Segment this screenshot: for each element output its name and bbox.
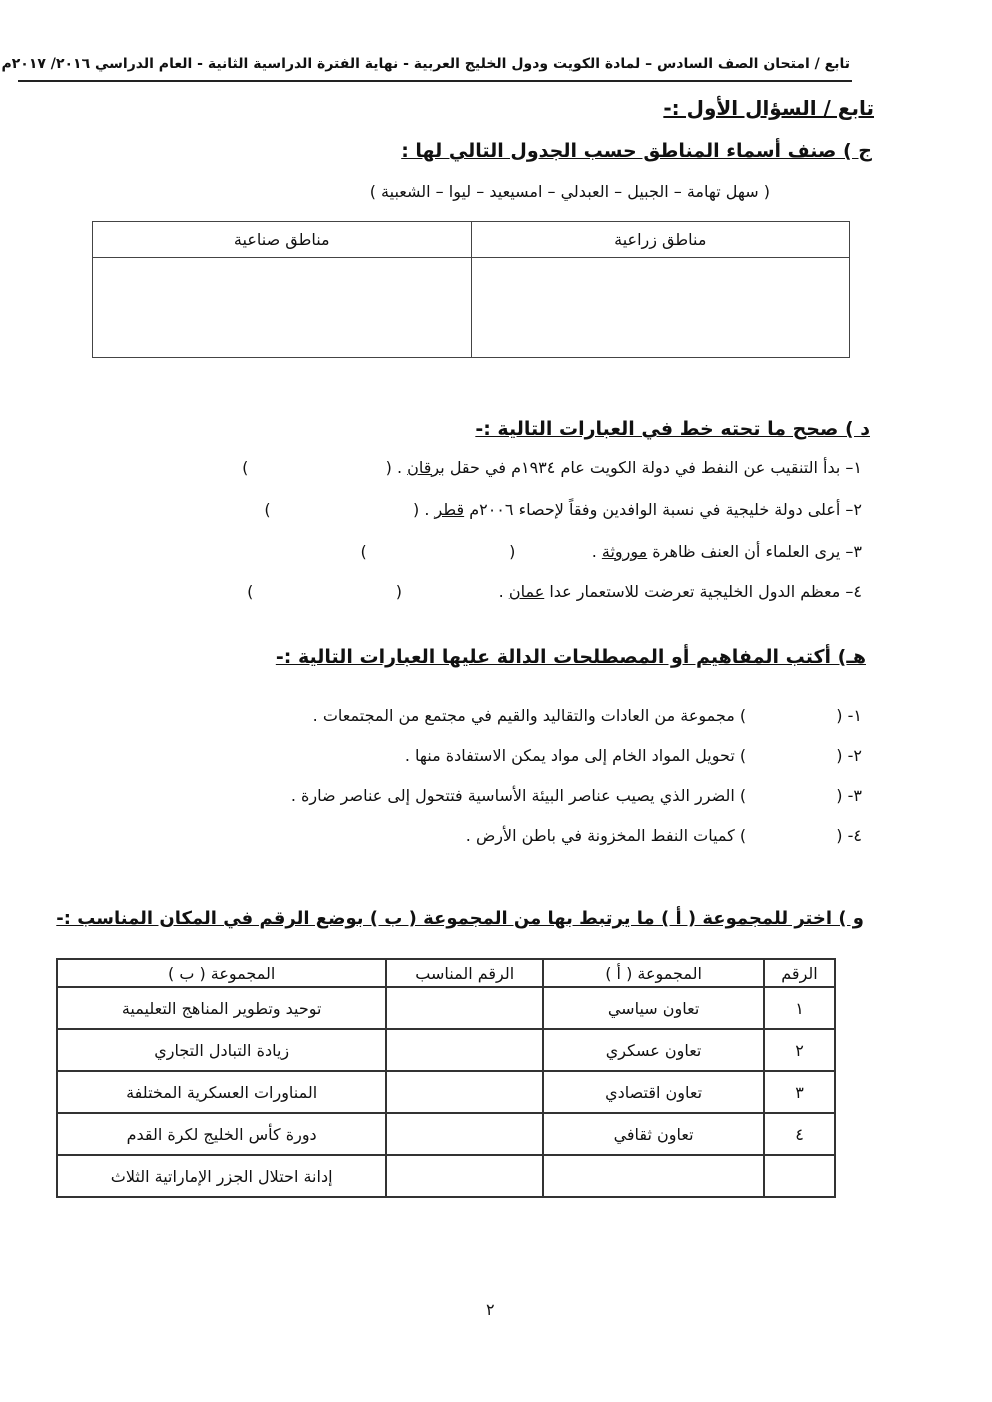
answer-blank[interactable]: . ( )	[264, 500, 430, 519]
section-d-heading: د ) صحح ما تحته خط في العبارات التالية :-	[475, 418, 870, 440]
underlined-term: موروثة	[601, 542, 648, 561]
col-answer-header: الرقم المناسب	[386, 959, 543, 987]
answer-blank[interactable]: . ( )	[360, 542, 597, 561]
answer-cell[interactable]	[386, 1071, 543, 1113]
section-c-word-bank: ( سهل تهامة – الجبيل – العبدلي – امسيعيد – ليوا – الشعبية )	[369, 182, 770, 201]
table-row: ١ تعاون سياسي توحيد وتطوير المناهج التعليمية	[57, 987, 835, 1029]
section-f-heading: و ) اختر للمجموعة ( أ ) ما يرتبط بها من المجموعة ( ب ) بوضع الرقم في المكان المناسب :-	[56, 908, 864, 929]
term-item-3: ٣- ( ) الضرر الذي يصيب عناصر البيئة الأساسية فتتحول إلى عناصر ضارة .	[290, 786, 862, 805]
underlined-term: قطر	[434, 500, 465, 519]
correction-item-2: ٢– أعلى دولة خليجية في نسبة الوافدين وفقاً لإحصاء ٢٠٠٦م قطر . ( )	[264, 500, 862, 519]
header-divider	[18, 80, 852, 82]
underlined-term: برقان	[407, 458, 445, 477]
col-group-b-header: المجموعة ( ب )	[57, 959, 386, 987]
correction-item-3: ٣– يرى العلماء أن العنف ظاهرة موروثة . ( )	[360, 542, 862, 561]
table-row: ٤ تعاون ثقافي دورة كأس الخليج لكرة القدم	[57, 1113, 835, 1155]
table-row: إدانة احتلال الجزر الإماراتية الثلاث	[57, 1155, 835, 1197]
correction-item-4: ٤– معظم الدول الخليجية تعرضت للاستعمار عدا عمان . ( )	[247, 582, 862, 601]
agricultural-answer-cell[interactable]	[471, 258, 849, 358]
industrial-answer-cell[interactable]	[93, 258, 472, 358]
answer-cell[interactable]	[386, 987, 543, 1029]
col-group-a-header: المجموعة ( أ )	[543, 959, 764, 987]
classification-table	[92, 221, 850, 358]
answer-cell[interactable]	[386, 1113, 543, 1155]
section-c-heading: ج ) صنف أسماء المناطق حسب الجدول التالي لها :	[401, 140, 872, 162]
answer-cell[interactable]	[386, 1155, 543, 1197]
page-number: ٢	[486, 1300, 495, 1319]
exam-header: تابع / امتحان الصف السادس – لمادة الكويت ودول الخليج العربية - نهاية الفترة الدراسية الثانية - العام الدراسي ٢٠١٦/ ٢٠١٧م	[1, 56, 850, 72]
section-e-heading: هـ) أكتب المفاهيم أو المصطلحات الدالة عليها العبارات التالية :-	[275, 646, 866, 668]
matching-table	[56, 958, 836, 1198]
table-row: ٢ تعاون عسكري زيادة التبادل التجاري	[57, 1029, 835, 1071]
table-row: ٣ تعاون اقتصادي المناورات العسكرية المختلفة	[57, 1071, 835, 1113]
answer-cell[interactable]	[386, 1029, 543, 1071]
answer-blank[interactable]: . ( )	[242, 458, 403, 477]
col-agricultural-header: مناطق زراعية	[471, 222, 849, 258]
question-title: تابع / السؤال الأول :-	[663, 96, 874, 120]
term-item-2: ٢- ( ) تحويل المواد الخام إلى مواد يمكن الاستفادة منها .	[404, 746, 862, 765]
correction-item-1: ١– بدأ التنقيب عن النفط في دولة الكويت عام ١٩٣٤م في حقل برقان . ( )	[242, 458, 862, 477]
underlined-term: عمان	[508, 582, 545, 601]
answer-blank[interactable]: . ( )	[247, 582, 504, 601]
col-number-header: الرقم	[764, 959, 835, 987]
term-item-4: ٤- ( ) كميات النفط المخزونة في باطن الأرض .	[465, 826, 862, 845]
col-industrial-header: مناطق صناعية	[93, 222, 472, 258]
term-item-1: ١- ( ) مجموعة من العادات والتقاليد والقيم في مجتمع من المجتمعات .	[312, 706, 862, 725]
